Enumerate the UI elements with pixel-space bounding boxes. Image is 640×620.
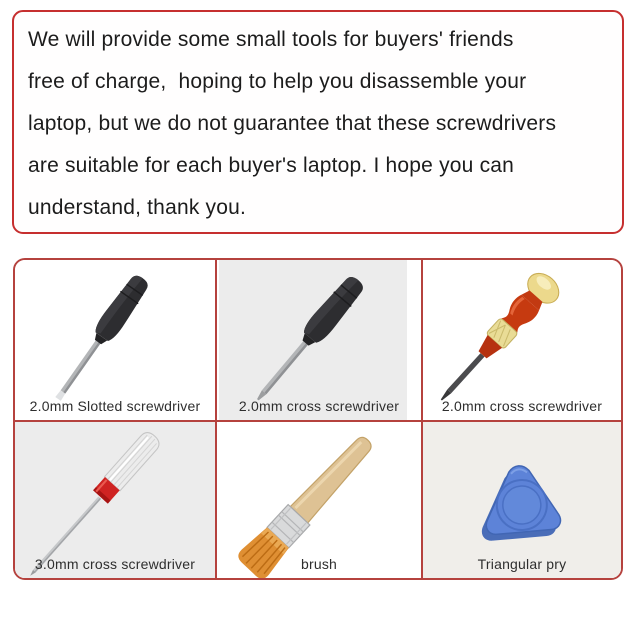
tool-label: brush: [300, 556, 338, 572]
notice-line: laptop, but we do not guarantee that these screwdrivers: [28, 112, 557, 135]
red-yellow-cross-screwdriver-icon: [423, 260, 621, 420]
tool-cell-brush: [217, 422, 423, 578]
tool-label: Triangular pry: [477, 556, 567, 572]
tool-cell-cross-screwdriver-black: [217, 260, 423, 422]
tool-label: 3.0mm cross screwdriver: [34, 556, 196, 572]
tool-cell-cross-screwdriver-red: [423, 260, 621, 422]
notice-line: We will provide some small tools for buyers' friends: [28, 28, 514, 51]
blue-triangular-pry-icon: [423, 422, 621, 578]
tool-cell-cross-screwdriver-3mm: [15, 422, 217, 578]
tool-cell-triangular-pry: [423, 422, 621, 578]
tools-grid: [13, 258, 623, 580]
clear-red-cross-screwdriver-icon: [15, 422, 215, 578]
tool-label: 2.0mm cross screwdriver: [441, 398, 603, 414]
tool-label: 2.0mm cross screwdriver: [238, 398, 400, 414]
wooden-brush-icon: [217, 422, 421, 578]
notice-line: free of charge, hoping to help you disassemble your: [28, 70, 527, 93]
notice-line: understand, thank you.: [28, 196, 247, 219]
tool-cell-slotted-screwdriver: [15, 260, 217, 422]
tool-label: 2.0mm Slotted screwdriver: [29, 398, 201, 414]
notice-box: [12, 10, 624, 234]
black-cross-screwdriver-icon: [217, 260, 421, 420]
black-slotted-screwdriver-icon: [15, 260, 215, 420]
notice-line: are suitable for each buyer's laptop. I hope you can: [28, 154, 515, 177]
